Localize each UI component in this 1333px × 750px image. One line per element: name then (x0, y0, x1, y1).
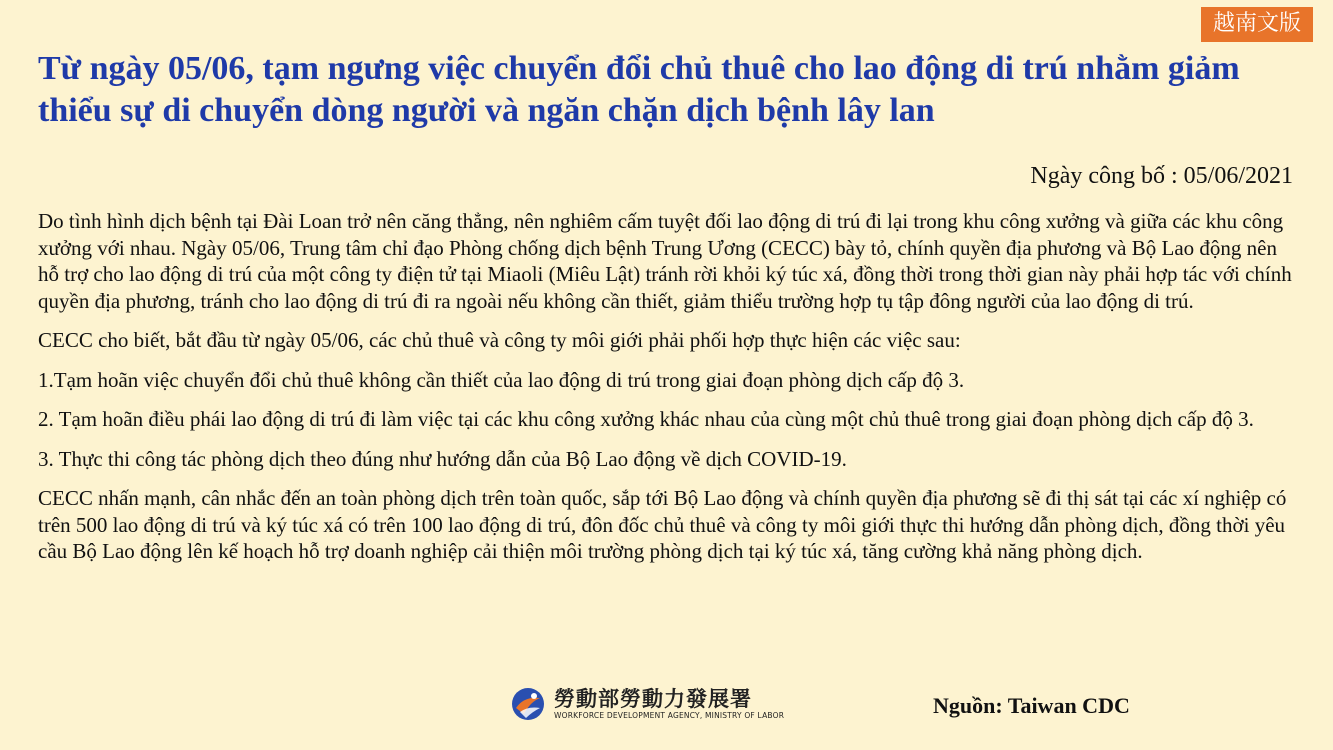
paragraph-cecc-announcement: CECC cho biết, bắt đầu từ ngày 05/06, các chủ thuê và công ty môi giới phải phối hợp thực hiện các việc sau: (38, 328, 961, 352)
list-item-2: 2. Tạm hoãn điều phái lao động di trú đi làm việc tại các khu công xưởng khác nhau của cùng một chủ thuê trong giai đoạn phòng dịch cấp độ 3. (38, 407, 1254, 431)
paragraph-conclusion: CECC nhấn mạnh, cân nhắc đến an toàn phòng dịch trên toàn quốc, sắp tới Bộ Lao động và chính quyền địa phương sẽ đi thị sát tại các xí nghiệp có trên 500 lao động di trú và ký túc xá có trên 100 lao động di trú, đôn đốc chủ thuê và công ty môi giới thực thi hướng dẫn phòng dịch, đồng thời yêu cầu Bộ Lao động lên kế hoạch hỗ trợ doanh nghiệp cải thiện môi trường phòng dịch tại ký túc xá, tăng cường khả năng phòng dịch. (38, 486, 1287, 563)
list-item-1: 1.Tạm hoãn việc chuyển đổi chủ thuê không cần thiết của lao động di trú trong giai đoạn phòng dịch cấp độ 3. (38, 367, 965, 392)
publish-date: Ngày công bố : 05/06/2021 (1030, 163, 1293, 189)
language-badge[interactable]: 越南文版 (1201, 7, 1313, 42)
list-item-3: 3. Thực thi công tác phòng dịch theo đúng như hướng dẫn của Bộ Lao động về dịch COVID-19. (38, 446, 847, 471)
source-credit: Nguồn: Taiwan CDC (933, 693, 1130, 718)
agency-logo (510, 686, 784, 722)
page-title: Từ ngày 05/06, tạm ngưng việc chuyển đổi chủ thuê cho lao động di trú nhằm giảm thiểu sự di chuyển dòng người và ngăn chặn dịch bệnh lây lan (38, 50, 1240, 129)
paragraph-intro: Do tình hình dịch bệnh tại Đài Loan trở nên căng thẳng, nên nghiêm cấm tuyệt đối lao động di trú đi lại trong khu công xưởng và giữa các khu công xưởng với nhau. Ngày 05/06, Trung tâm chỉ đạo Phòng chống dịch bệnh Trung Ương (CECC) bày tỏ, chính quyền địa phương và Bộ Lao động nên hỗ trợ cho lao động di trú của một công ty điện tử tại Miaoli (Miêu Lật) tránh rời khỏi ký túc xá, đồng thời trong thời gian này phải hợp tác với chính quyền địa phương, tránh cho lao động di trú đi ra ngoài nếu không cần thiết, giảm thiểu trường hợp tụ tập đông người của lao động di trú. (38, 209, 1292, 313)
agency-emblem-icon (510, 686, 546, 722)
agency-name-chinese: 勞動部勞動力發展署 (554, 687, 752, 711)
article-body (38, 208, 1300, 578)
agency-name-english: WORKFORCE DEVELOPMENT AGENCY, MINISTRY OF LABOR (554, 711, 785, 720)
